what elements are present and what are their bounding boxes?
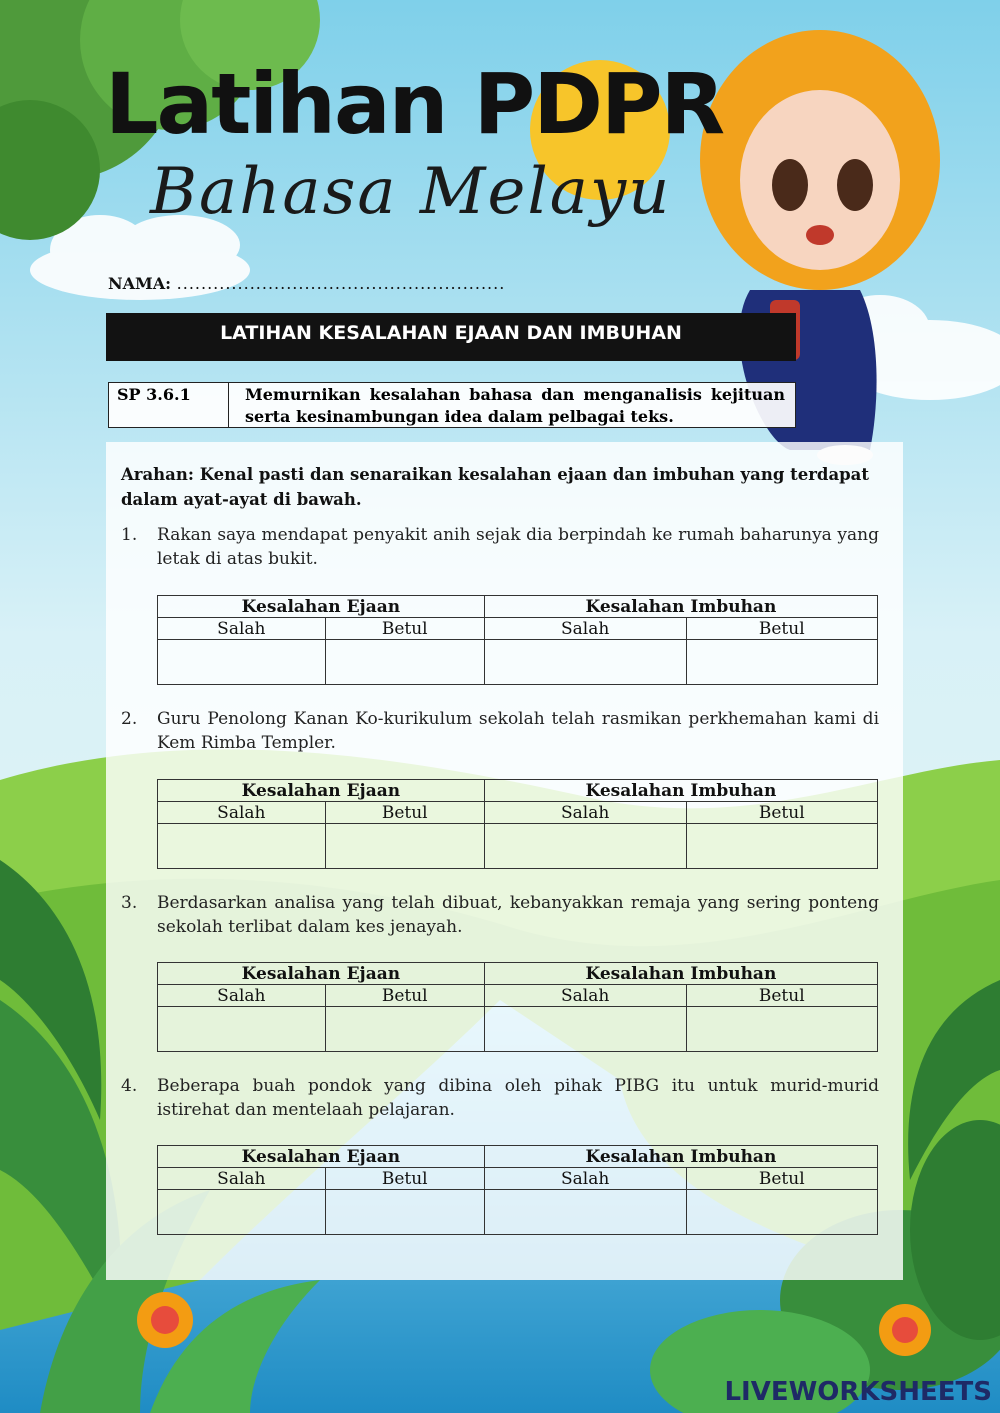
liveworksheets-logo[interactable]: LIVEWORKSHEETS	[724, 1377, 992, 1407]
header-ejaan: Kesalahan Ejaan	[158, 596, 485, 618]
question-number: 4.	[121, 1076, 138, 1096]
header-salah: Salah	[484, 618, 686, 640]
header-betul: Betul	[325, 802, 484, 824]
header-ejaan: Kesalahan Ejaan	[158, 963, 485, 985]
instruction-text: Arahan: Kenal pasti dan senaraikan kesalahan ejaan dan imbuhan yang terdapat dalam ayat-ayat di bawah.	[121, 465, 869, 509]
header-salah: Salah	[484, 985, 686, 1007]
name-label: NAMA:	[108, 274, 172, 293]
flower-right	[879, 1304, 931, 1356]
header-imbuhan: Kesalahan Imbuhan	[484, 963, 877, 985]
answer-table-1	[157, 595, 878, 685]
question-number: 1.	[121, 525, 138, 545]
standard-description: Memurnikan kesalahan bahasa dan menganalisis kejituan serta kesinambungan idea dalam pelbagai teks.	[245, 385, 785, 426]
section-banner: LATIHAN KESALAHAN EJAAN DAN IMBUHAN	[106, 313, 796, 361]
question-text: Rakan saya mendapat penyakit anih sejak dia berpindah ke rumah baharunya yang letak di atas bukit.	[157, 525, 879, 569]
answer-cell-ejaan-betul[interactable]	[325, 640, 484, 685]
header-ejaan: Kesalahan Ejaan	[158, 780, 485, 802]
page-title: Latihan PDPR	[105, 55, 724, 153]
answer-cell-ejaan-betul[interactable]	[325, 1190, 484, 1235]
question-4	[121, 1074, 879, 1122]
answer-cell-ejaan-salah[interactable]	[158, 1007, 326, 1052]
answer-table-2	[157, 779, 878, 869]
answer-cell-imbuhan-salah[interactable]	[484, 640, 686, 685]
header-imbuhan: Kesalahan Imbuhan	[484, 596, 877, 618]
answer-cell-imbuhan-salah[interactable]	[484, 1190, 686, 1235]
question-1	[121, 523, 879, 571]
page-subtitle: Bahasa Melayu	[150, 155, 672, 229]
header-betul: Betul	[325, 985, 484, 1007]
header-imbuhan: Kesalahan Imbuhan	[484, 780, 877, 802]
answer-cell-imbuhan-salah[interactable]	[484, 1007, 686, 1052]
answer-cell-ejaan-salah[interactable]	[158, 640, 326, 685]
header-imbuhan: Kesalahan Imbuhan	[484, 1146, 877, 1168]
header-betul: Betul	[325, 618, 484, 640]
flower-left	[137, 1292, 193, 1348]
header-salah: Salah	[158, 985, 326, 1007]
question-text: Guru Penolong Kanan Ko-kurikulum sekolah telah rasmikan perkhemahan kami di Kem Rimba Templer.	[157, 709, 879, 753]
standard-code: SP 3.6.1	[109, 383, 229, 427]
standard-box	[108, 382, 796, 428]
header-betul: Betul	[686, 985, 877, 1007]
answer-table-4	[157, 1145, 878, 1235]
answer-cell-imbuhan-betul[interactable]	[686, 640, 877, 685]
header-salah: Salah	[484, 802, 686, 824]
answer-cell-imbuhan-betul[interactable]	[686, 824, 877, 869]
answer-cell-ejaan-betul[interactable]	[325, 1007, 484, 1052]
question-number: 2.	[121, 709, 138, 729]
name-field[interactable]	[108, 274, 505, 293]
header-salah: Salah	[158, 802, 326, 824]
header-betul: Betul	[686, 1168, 877, 1190]
answer-cell-ejaan-salah[interactable]	[158, 1190, 326, 1235]
question-2	[121, 707, 879, 755]
header-ejaan: Kesalahan Ejaan	[158, 1146, 485, 1168]
answer-table-3	[157, 962, 878, 1052]
question-text: Berdasarkan analisa yang telah dibuat, kebanyakkan remaja yang sering ponteng sekolah terlibat dalam kes jenayah.	[157, 893, 879, 937]
answer-cell-imbuhan-betul[interactable]	[686, 1007, 877, 1052]
answer-cell-ejaan-salah[interactable]	[158, 824, 326, 869]
name-dots: ......................................................	[176, 274, 506, 293]
question-number: 3.	[121, 893, 138, 913]
header-salah: Salah	[158, 618, 326, 640]
header-salah: Salah	[484, 1168, 686, 1190]
header-betul: Betul	[686, 802, 877, 824]
answer-cell-ejaan-betul[interactable]	[325, 824, 484, 869]
answer-cell-imbuhan-salah[interactable]	[484, 824, 686, 869]
answer-cell-imbuhan-betul[interactable]	[686, 1190, 877, 1235]
question-3	[121, 891, 879, 939]
header-betul: Betul	[325, 1168, 484, 1190]
header-salah: Salah	[158, 1168, 326, 1190]
header-betul: Betul	[686, 618, 877, 640]
question-text: Beberapa buah pondok yang dibina oleh pihak PIBG itu untuk murid-murid istirehat dan mentelaah pelajaran.	[157, 1076, 879, 1120]
